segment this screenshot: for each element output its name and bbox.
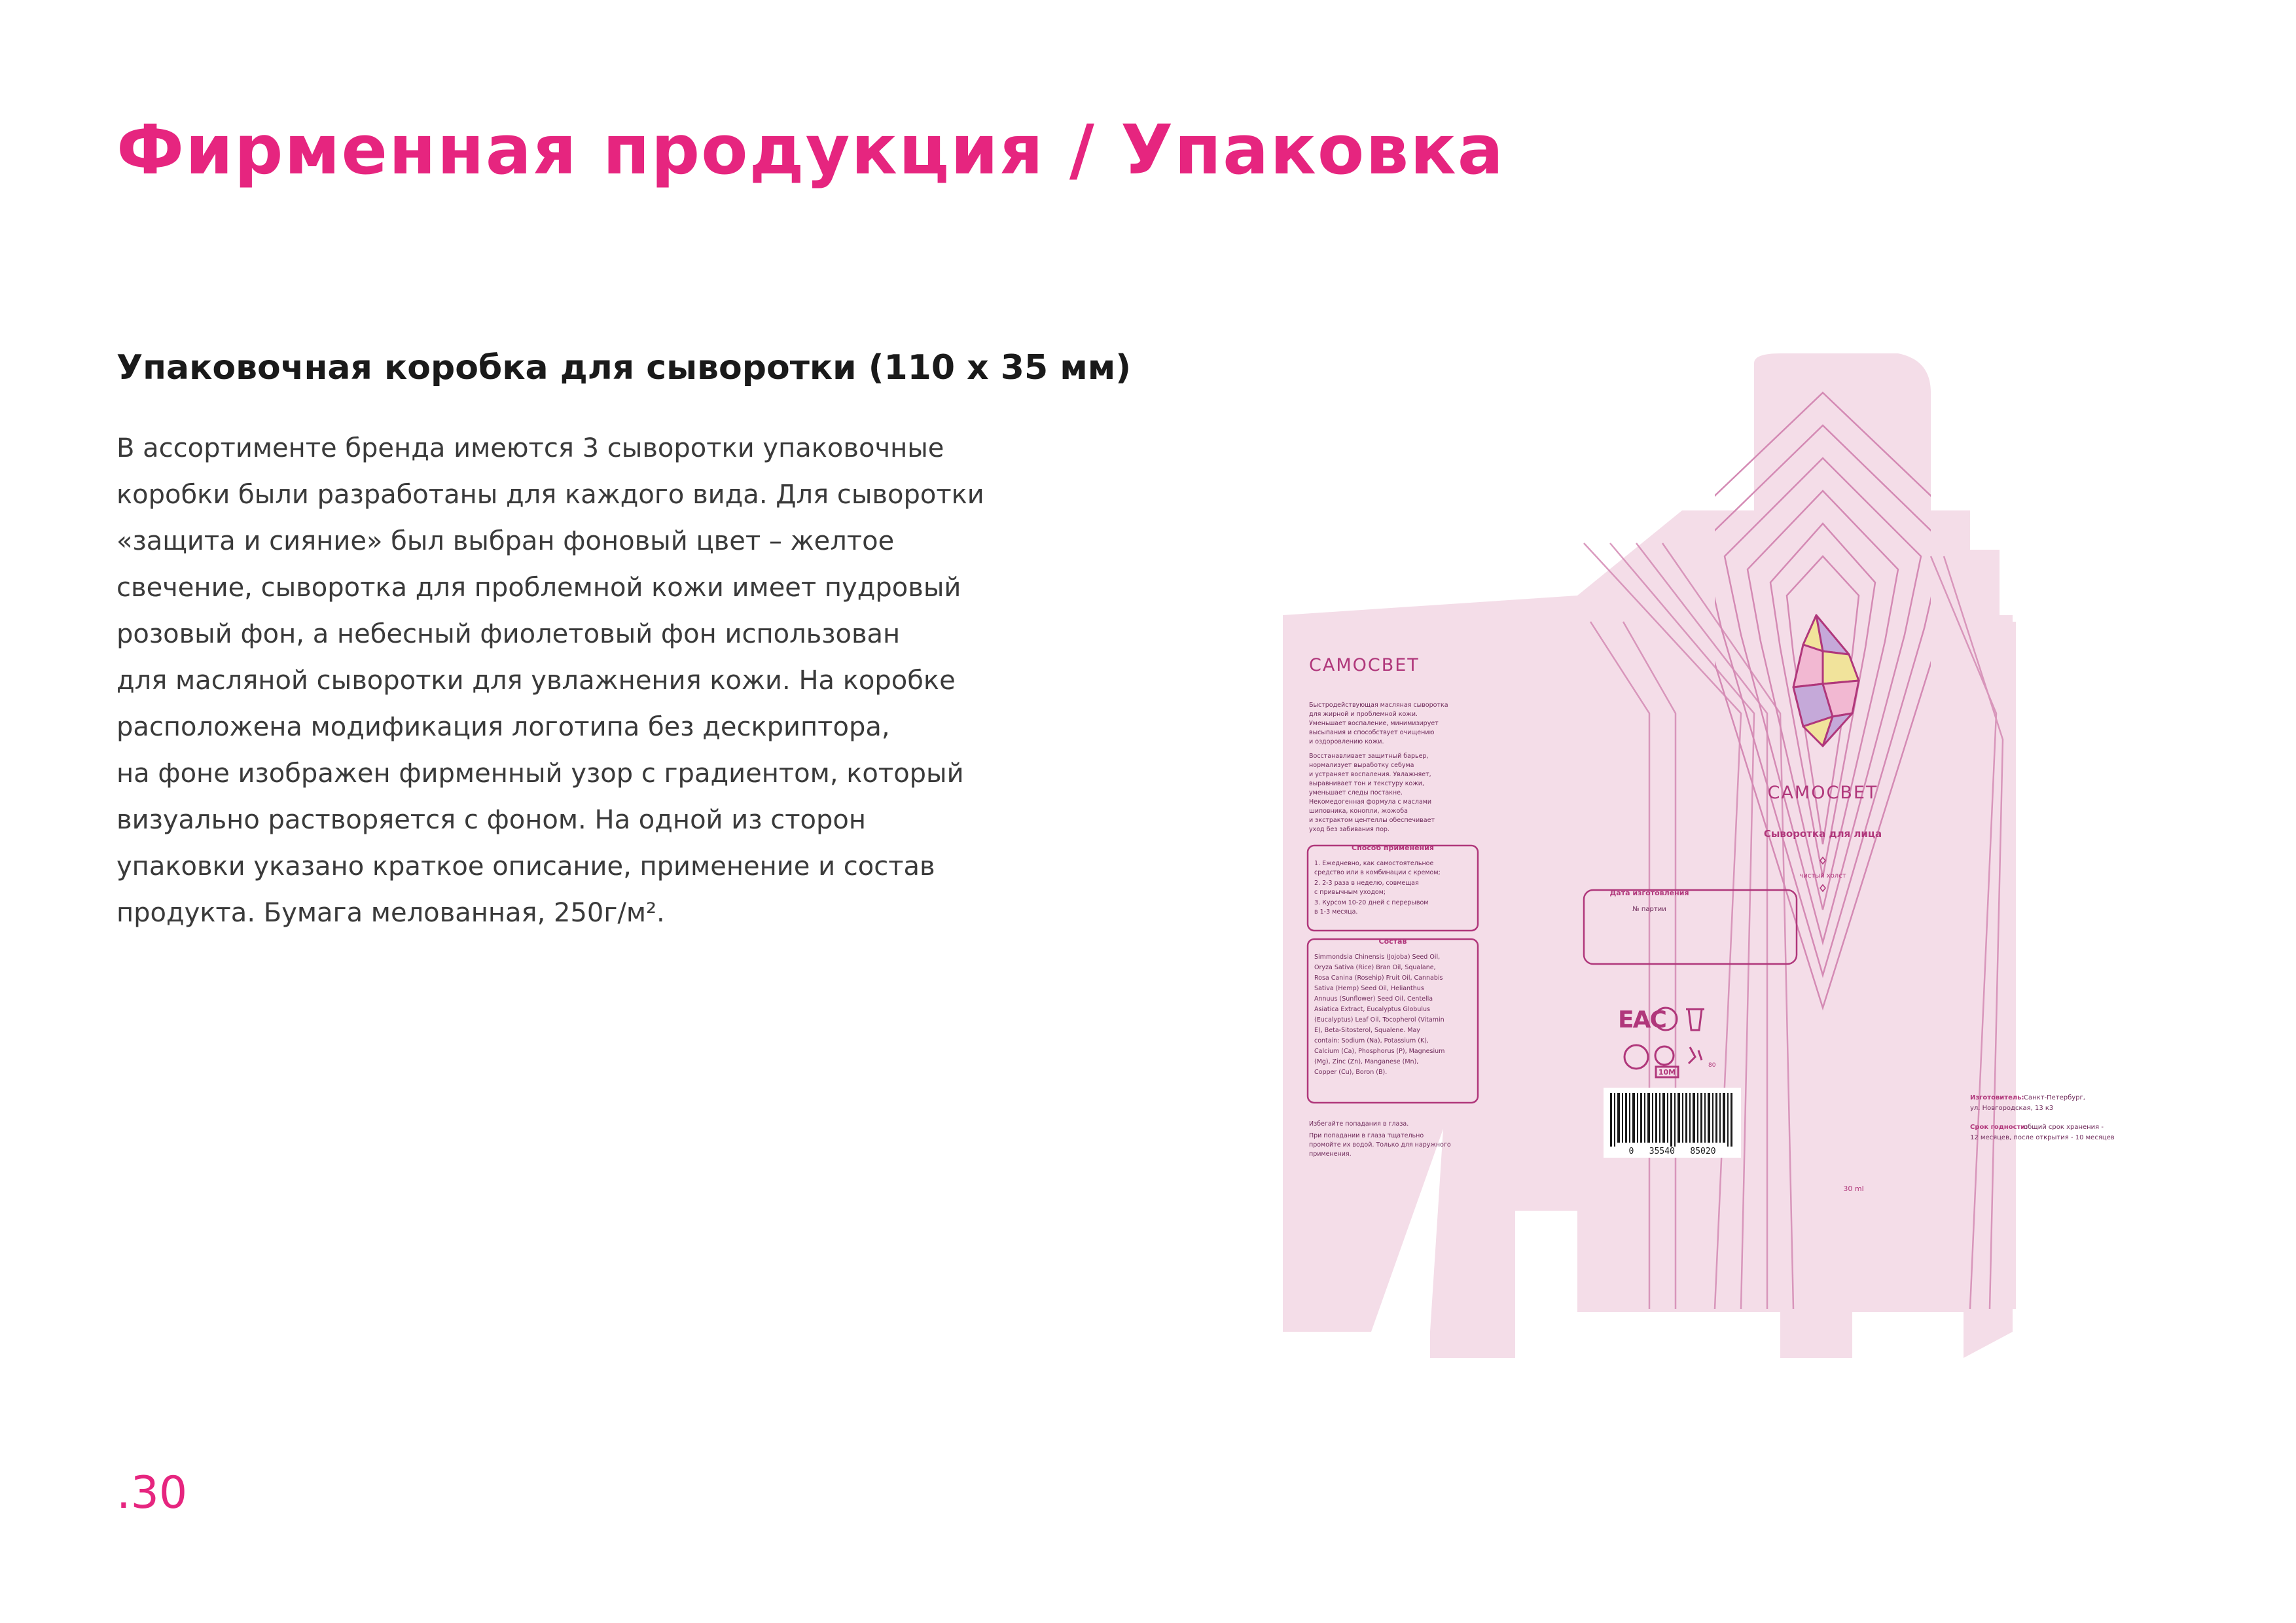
description-line: на фоне изображен фирменный узор с градиентом, который	[117, 758, 964, 789]
composition-line: contain: Sodium (Na), Potassium (K),	[1314, 1037, 1429, 1044]
glue-tab	[2013, 622, 2016, 1309]
manufacturer-line: ул. Новгородская, 13 к3	[1970, 1105, 2054, 1112]
description-text	[117, 425, 1098, 936]
composition-line: Sativa (Hemp) Seed Oil, Helianthus	[1314, 985, 1424, 992]
description-line: для масляной сыворотки для увлажнения кожи. На коробке	[117, 666, 956, 696]
description-line: высыпания и способствует очищению	[1309, 729, 1435, 736]
barcode-bar	[1693, 1093, 1695, 1143]
warning-line: промойте их водой. Только для наружного	[1309, 1141, 1451, 1149]
barcode-bar	[1697, 1093, 1698, 1143]
barcode-bar	[1689, 1093, 1691, 1143]
usage-line: в 1-3 месяца.	[1314, 908, 1358, 916]
barcode-bar	[1685, 1093, 1687, 1143]
warning-line: При попадании в глаза тщательно	[1309, 1132, 1424, 1139]
front-logo: САМОСВЕТ	[1767, 783, 1878, 803]
usage-line: с привычным уходом;	[1314, 889, 1386, 896]
composition-line: E), Beta-Sitosterol, Squalene. May	[1314, 1027, 1420, 1034]
barcode-bar	[1652, 1093, 1653, 1143]
composition-line: Calcium (Ca), Phosphorus (P), Magnesium	[1314, 1048, 1445, 1055]
shelf-line: 12 месяцев, после открытия - 10 месяцев	[1970, 1134, 2115, 1141]
composition-line: (Mg), Zinc (Zn), Manganese (Mn),	[1314, 1058, 1419, 1065]
composition-line: Copper (Cu), Boron (B).	[1314, 1069, 1388, 1076]
description-line: Быстродействующая масляная сыворотка	[1309, 702, 1448, 709]
barcode-bar	[1723, 1093, 1725, 1143]
description-line: уменьшает следы постакне.	[1309, 789, 1403, 796]
date-title: Дата изготовления	[1609, 889, 1689, 897]
barcode-bar	[1727, 1093, 1729, 1147]
batch-label: № партии	[1632, 906, 1666, 913]
barcode-bar	[1667, 1093, 1668, 1143]
composition-line: Asiatica Extract, Eucalyptus Globulus	[1314, 1006, 1430, 1013]
description-line: Уменьшает воспаление, минимизирует	[1309, 720, 1439, 727]
side-logo: САМОСВЕТ	[1309, 655, 1420, 675]
recycle-code: 80	[1708, 1062, 1716, 1069]
description-line: визуально растворяется с фоном. На одной из сторон	[117, 805, 867, 835]
barcode-bar	[1617, 1093, 1620, 1143]
composition-title: Состав	[1378, 937, 1407, 946]
barcode-bar	[1704, 1093, 1706, 1143]
barcode-bar	[1632, 1093, 1635, 1143]
barcode-bar	[1629, 1093, 1630, 1143]
usage-line: 2. 2-3 раза в неделю, совмещая	[1314, 880, 1419, 887]
composition-line: Simmondsia Chinensis (Jojoba) Seed Oil,	[1314, 954, 1441, 961]
page-title: Фирменная продукция / Упаковка	[117, 110, 1505, 190]
barcode-bar	[1625, 1093, 1627, 1143]
warning-line: Избегайте попадания в глаза.	[1309, 1120, 1409, 1128]
shelf-life-text: 10M	[1658, 1068, 1676, 1077]
description-line: выравнивает тон и текстуру кожи,	[1309, 780, 1424, 787]
front-product-name: Сыворотка для лица	[1763, 828, 1882, 840]
description-line: продукта. Бумага мелованная, 250г/м².	[117, 898, 665, 928]
barcode-bar	[1662, 1093, 1665, 1143]
right-flap-bottom	[1964, 1312, 2013, 1358]
front-flap-bottom	[1780, 1309, 1852, 1358]
barcode-bar	[1708, 1093, 1710, 1143]
usage-title: Способ применения	[1352, 844, 1434, 852]
usage-line: 1. Ежедневно, как самостоятельное	[1314, 860, 1434, 867]
description-line: нормализует выработку себума	[1309, 762, 1414, 769]
description-line: и экстрактом центеллы обеспечивает	[1309, 817, 1435, 824]
packaging-dieline	[1283, 347, 2134, 1368]
barcode-bar	[1637, 1093, 1638, 1143]
description-line: упаковки указано краткое описание, применение и состав	[117, 851, 935, 882]
barcode-bar	[1647, 1093, 1650, 1143]
description-line: свечение, сыворотка для проблемной кожи имеет пудровый	[117, 573, 961, 603]
right-panel	[1931, 510, 2013, 1312]
volume-label: 30 ml	[1843, 1185, 1864, 1193]
composition-line: Annuus (Sunflower) Seed Oil, Centella	[1314, 995, 1433, 1003]
barcode-bar	[1682, 1093, 1683, 1143]
description-line: и оздоровлению кожи.	[1309, 738, 1384, 745]
barcode-bar	[1610, 1093, 1612, 1147]
back-flap-bottom	[1577, 1211, 1682, 1312]
composition-line: Rosa Canina (Rosehip) Fruit Oil, Cannabis	[1314, 974, 1443, 982]
description-line: розовый фон, а небесный фиолетовый фон использован	[117, 619, 901, 649]
eac-mark: EAC	[1618, 1007, 1666, 1033]
manufacturer-line: Санкт-Петербург,	[2024, 1094, 2085, 1101]
barcode-bar	[1719, 1093, 1721, 1143]
page-number: .30	[117, 1467, 188, 1519]
barcode-bar	[1674, 1093, 1676, 1147]
usage-line: 3. Курсом 10-20 дней с перерывом	[1314, 899, 1429, 906]
barcode-bar	[1614, 1093, 1615, 1147]
description-line: шиповника, конопли, жожоба	[1309, 808, 1408, 815]
description-line: коробки были разработаны для каждого вида. Для сыворотки	[117, 480, 984, 510]
description-line: и устраняет воспаления. Увлажняет,	[1309, 771, 1431, 778]
front-tagline: чистый холст	[1799, 872, 1846, 880]
barcode-bar	[1731, 1093, 1732, 1147]
barcode-bar	[1640, 1093, 1642, 1143]
description-line: Восстанавливает защитный барьер,	[1309, 753, 1429, 760]
description-line: расположена модификация логотипа без дескриптора,	[117, 712, 890, 742]
barcode-bar	[1677, 1093, 1680, 1143]
description-line: Некомедогенная формула с маслами	[1309, 798, 1432, 806]
description-line: уход без забивания пор.	[1309, 826, 1390, 833]
barcode-bar	[1712, 1093, 1713, 1143]
warning-line: применения.	[1309, 1150, 1352, 1158]
barcode-bar	[1670, 1093, 1672, 1147]
barcode-bar	[1715, 1093, 1717, 1143]
barcode-digits: 0 35540 85020	[1628, 1147, 1716, 1156]
description-line: «защита и сияние» был выбран фоновый цвет – желтое	[117, 526, 895, 556]
manufacturer-label: Изготовитель:	[1970, 1094, 2024, 1101]
shelf-line: общий срок хранения -	[2024, 1124, 2104, 1131]
barcode-bar	[1659, 1093, 1660, 1143]
side-flap-bottom	[1430, 1129, 1515, 1358]
barcode-bar	[1700, 1093, 1702, 1143]
barcode-bar	[1644, 1093, 1645, 1143]
barcode-bar	[1622, 1093, 1623, 1143]
composition-line: (Eucalyptus) Leaf Oil, Tocopherol (Vitamin	[1314, 1016, 1444, 1024]
usage-line: средство или в комбинации с кремом;	[1314, 869, 1441, 876]
section-subtitle: Упаковочная коробка для сыворотки (110 х 35 мм)	[117, 348, 1131, 387]
barcode-bar	[1655, 1093, 1657, 1143]
shelf-label: Срок годности:	[1970, 1124, 2028, 1131]
composition-line: Oryza Sativa (Rice) Bran Oil, Squalane,	[1314, 964, 1436, 971]
description-line: В ассортименте бренда имеются 3 сыворотки упаковочные	[117, 433, 944, 463]
description-line: для жирной и проблемной кожи.	[1309, 711, 1418, 718]
